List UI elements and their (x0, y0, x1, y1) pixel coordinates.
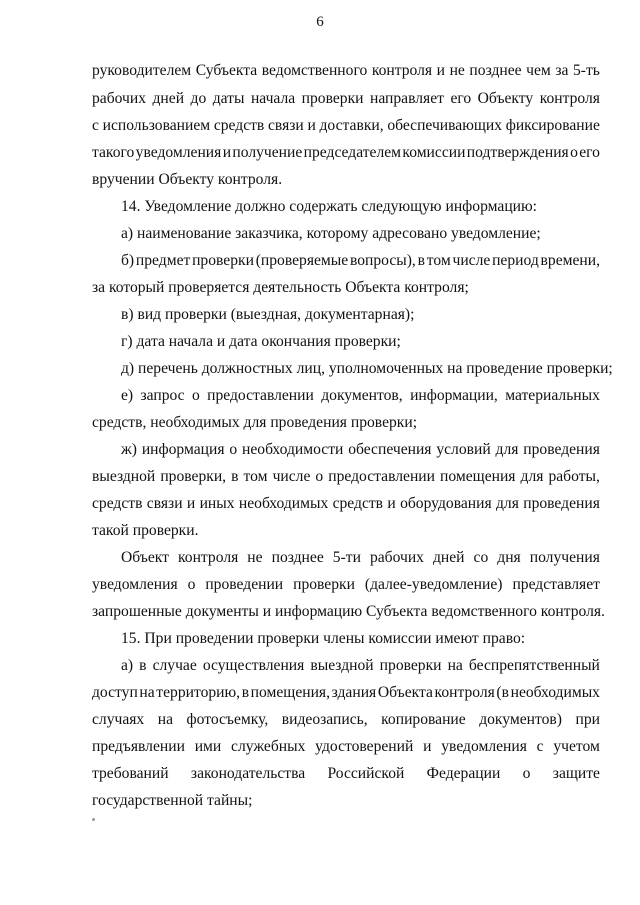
word: о (522, 765, 531, 782)
word: копирование (381, 711, 466, 728)
word: служебных (231, 738, 306, 755)
word: средств (213, 117, 265, 134)
word: проведении (205, 576, 284, 593)
text-line (92, 575, 600, 595)
word: условий (436, 441, 491, 458)
word: и (387, 495, 396, 512)
text-line (92, 413, 600, 433)
text-line (121, 251, 600, 271)
word: контроля (539, 90, 600, 107)
text-line (92, 791, 600, 811)
word: проверки (293, 576, 355, 593)
word: вручении Объекту контроля. (92, 171, 283, 188)
text-line (121, 386, 600, 406)
word: о (570, 144, 578, 161)
word: а) (121, 657, 134, 674)
word: в (417, 252, 425, 269)
word: работы, (548, 468, 600, 485)
word: запрос (140, 387, 185, 404)
word: и (222, 144, 232, 161)
text-line (121, 548, 600, 568)
word: Субъекта (195, 62, 258, 79)
word: защите (552, 765, 600, 782)
word: д) перечень должностных лиц, уполномоченных на проведение проверки; (121, 360, 613, 377)
word: территорию, (156, 684, 241, 701)
word: выездной (310, 657, 374, 674)
text-line (92, 278, 600, 298)
word: запрошенные документы и информацию Субъекта ведомственного контроля. (92, 603, 605, 620)
text-line (92, 170, 600, 190)
word: иных (199, 495, 235, 512)
text-line (121, 359, 613, 379)
word: его (450, 90, 472, 107)
word: 14. Уведомление должно содержать следующую информацию: (121, 198, 537, 215)
text-line (121, 440, 600, 460)
text-line (92, 61, 600, 81)
word: контроля (178, 549, 239, 566)
word: фотосъемку, (186, 711, 269, 728)
word: дней (432, 549, 465, 566)
word: руководителем (92, 62, 192, 79)
word: предоставлении (328, 468, 435, 485)
text-line (121, 224, 600, 244)
word: с (536, 738, 544, 755)
word: документов) (479, 711, 562, 728)
word: в (139, 657, 147, 674)
word: (проверяемые (255, 252, 349, 269)
word: числе (452, 252, 491, 269)
word: учетом (553, 738, 600, 755)
word: за который проверяется деятельность Объекта контроля; (92, 279, 469, 296)
word: не (247, 549, 263, 566)
word: 5-ти (332, 549, 361, 566)
word: председателем (303, 144, 402, 161)
word: ведомственного (261, 62, 368, 79)
word: (в (496, 684, 509, 701)
word: дней (152, 90, 185, 107)
word: и (423, 738, 432, 755)
word: материальных (505, 387, 600, 404)
word: контроля (434, 684, 495, 701)
text-line (92, 683, 600, 703)
word: Объект (121, 549, 169, 566)
word: доставки, (319, 117, 384, 134)
word: использованием (102, 117, 211, 134)
word: случаях (92, 711, 145, 728)
word: проверки (192, 252, 254, 269)
word: осуществления (202, 657, 305, 674)
word: проверки (379, 657, 442, 674)
word: времени, (540, 252, 600, 269)
text-line (92, 467, 600, 487)
text-line (92, 710, 600, 730)
word: необходимых (510, 684, 600, 701)
word: б) (121, 252, 135, 269)
word: и (186, 495, 196, 512)
word: ими (194, 738, 222, 755)
word: в) вид проверки (выездная, документарная); (121, 306, 415, 323)
word: выездной (92, 468, 156, 485)
word: видеозапись, (281, 711, 368, 728)
word: помещения (440, 468, 516, 485)
text-line (121, 332, 600, 352)
word: Российской (327, 765, 405, 782)
text-line (121, 197, 600, 217)
word: средств, необходимых для проведения проверки; (92, 414, 418, 431)
word: о (229, 441, 238, 458)
word: рабочих (369, 549, 424, 566)
word: Объекту (477, 90, 534, 107)
word: на (157, 711, 174, 728)
word: уведомления (441, 738, 527, 755)
word: (далее-уведомление) (364, 576, 503, 593)
word: уведомления (92, 576, 178, 593)
word: средств (92, 495, 143, 512)
word: проверки (301, 90, 364, 107)
word: обеспечения (348, 441, 432, 458)
word: информация (141, 441, 225, 458)
word: комиссии (402, 144, 466, 161)
word: проведения (523, 441, 600, 458)
text-line (92, 494, 600, 514)
word: оборудования (400, 495, 492, 512)
word: не (449, 62, 465, 79)
word: беспрепятственный (468, 657, 600, 674)
word: требований (92, 765, 169, 782)
scan-dot (92, 818, 95, 821)
word: доступ (92, 684, 138, 701)
word: и (436, 62, 446, 79)
page-number: 6 (316, 14, 324, 30)
word: ж) (121, 441, 137, 458)
word: здания (331, 684, 377, 701)
word: на (447, 657, 463, 674)
word: а) наименование заказчика, которому адресовано уведомление; (121, 225, 541, 242)
word: контроля (371, 62, 433, 79)
word: позднее (469, 62, 522, 79)
text-line (121, 656, 600, 676)
text-line (92, 602, 605, 622)
word: связи (267, 117, 304, 134)
word: предъявлении (92, 738, 185, 755)
word: е) (121, 387, 134, 404)
word: удостоверений (315, 738, 414, 755)
word: даты (212, 90, 245, 107)
word: на (139, 684, 155, 701)
word: фиксирование (505, 117, 600, 134)
word: проведения (523, 495, 600, 512)
word: обеспечивающих (387, 117, 503, 134)
word: том (426, 252, 451, 269)
word: вопросы), (349, 252, 416, 269)
word: проверки, (160, 468, 227, 485)
word: необходимости (242, 441, 344, 458)
word: документов, (321, 387, 403, 404)
word: связи (146, 495, 183, 512)
word: о (187, 576, 196, 593)
word: государственной тайны; (92, 792, 253, 809)
word: для (496, 495, 519, 512)
word: получения (529, 549, 600, 566)
word: с (92, 117, 99, 134)
text-line (92, 116, 600, 136)
word: Объекта (377, 684, 433, 701)
word: и (307, 117, 316, 134)
word: при (575, 711, 600, 728)
word: получение (232, 144, 303, 161)
word: рабочих (92, 90, 147, 107)
word: такого (92, 144, 135, 161)
word: представляет (512, 576, 600, 593)
word: в (241, 684, 250, 701)
word: такой проверки. (92, 522, 199, 539)
word: случае (152, 657, 197, 674)
word: законодательства (190, 765, 306, 782)
word: его (579, 144, 600, 161)
word: средств (332, 495, 384, 512)
word: со (473, 549, 489, 566)
word: помещения, (250, 684, 330, 701)
word: за (555, 62, 569, 79)
word: период (492, 252, 539, 269)
word: том (243, 468, 268, 485)
word: предоставлении (207, 387, 314, 404)
word: информации, (410, 387, 498, 404)
text-line (92, 143, 600, 163)
word: предмет (135, 252, 191, 269)
word: направляет (369, 90, 444, 107)
word: начала (250, 90, 296, 107)
word: до (190, 90, 207, 107)
word: для (520, 468, 544, 485)
word: уведомления (135, 144, 222, 161)
text-line (92, 521, 600, 541)
word: дня (497, 549, 521, 566)
word: в (231, 468, 239, 485)
text-line (92, 89, 600, 109)
word: подтверждения (466, 144, 569, 161)
text-line (92, 737, 600, 757)
word: о (191, 387, 200, 404)
word: Федерации (426, 765, 501, 782)
word: 15. При проведении проверки члены комиссии имеют право: (121, 630, 526, 647)
word: числе (272, 468, 311, 485)
word: позднее (271, 549, 324, 566)
text-line (121, 305, 600, 325)
text-line (92, 764, 600, 784)
word: для (495, 441, 519, 458)
word: о (315, 468, 324, 485)
word: г) дата начала и дата окончания проверки; (121, 333, 401, 350)
word: 5-ть (573, 62, 600, 79)
word: необходимых (238, 495, 329, 512)
word: чем (526, 62, 551, 79)
text-line (121, 629, 600, 649)
